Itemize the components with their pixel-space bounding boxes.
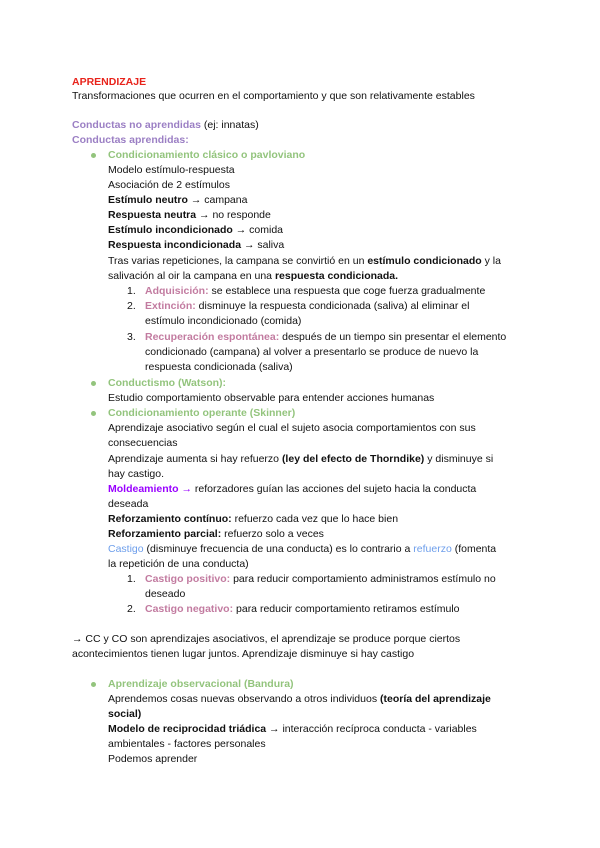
text: refuerzo cada vez que lo hace bien (231, 513, 399, 525)
reforzamiento-parcial (108, 527, 324, 543)
list-item (145, 572, 496, 588)
moldeamiento-cont: deseada (108, 498, 149, 510)
moldeamiento-term: Moldeamiento → (108, 483, 193, 495)
text: Aprendemos cosas nuevas observando a otros individuos (108, 693, 380, 705)
clasico-term-line (108, 208, 271, 224)
term: Estímulo incondicionado (108, 224, 233, 236)
summary-line: → CC y CO son aprendizajes asociativos, el aprendizaje se produce porque ciertos (72, 633, 461, 645)
castigo-cont: la repetición de una conducta) (108, 558, 249, 570)
conductismo-line: Estudio comportamiento observable para entender acciones humanas (108, 392, 435, 404)
clasico-term-line (108, 223, 283, 239)
item-text: después de un tiempo sin presentar el elemento (279, 331, 507, 343)
text-bold: social) (108, 708, 142, 720)
text: → interacción recíproca conducta - variables (266, 723, 477, 735)
list-item-cont: estímulo incondicionado (comida) (145, 315, 302, 327)
operante-line: Aprendizaje asociativo según el cual el sujeto asocia comportamientos con sus (108, 422, 476, 434)
castigo-term: Castigo (108, 543, 144, 555)
text: (fomenta (451, 543, 497, 555)
term-rest: → comida (232, 224, 284, 236)
bullet-icon (91, 381, 96, 386)
term-rest: → no responde (196, 209, 271, 221)
text-bold: (ley del efecto de Thorndike) (281, 453, 425, 465)
list-item (145, 330, 506, 346)
clasico-line: Modelo estímulo-respuesta (108, 164, 235, 176)
item-term: Castigo negativo: (145, 603, 234, 615)
text: y disminuye si (424, 453, 494, 465)
item-text: para reducir comportamiento administramos estímulo no (230, 573, 496, 585)
operante-line: consecuencias (108, 437, 178, 449)
term: Modelo de reciprocidad triádica (108, 723, 267, 735)
text: y la (481, 255, 501, 267)
list-item-cont: deseado (145, 588, 186, 600)
page-title: APRENDIZAJE (72, 76, 147, 88)
observacional-heading: Aprendizaje observacional (Bandura) (108, 678, 294, 690)
item-term: Extinción: (145, 300, 196, 312)
item-term: Castigo positivo: (145, 573, 231, 585)
observacional-line (108, 722, 477, 738)
list-number: 2. (127, 300, 136, 312)
clasico-term-line (108, 238, 284, 254)
item-text: se establece una respuesta que coge fuerza gradualmente (208, 285, 486, 297)
clasico-term-line (108, 193, 247, 209)
list-item-cont: condicionado (campana) al volver a presentarlo se produce de nuevo la (145, 346, 479, 358)
aprendidas-label: Conductas aprendidas: (72, 134, 189, 146)
text: salivación al oir la campana en una (108, 270, 275, 282)
text: refuerzo solo a veces (221, 528, 324, 540)
bullet-icon (91, 682, 96, 687)
castigo-line (108, 542, 496, 558)
term: Reforzamiento parcial: (108, 528, 222, 540)
conductismo-heading: Conductismo (Watson): (108, 377, 227, 389)
clasico-line: Asociación de 2 estímulos (108, 179, 230, 191)
text-bold: (teoría del aprendizaje (380, 693, 491, 705)
text: Aprendizaje aumenta si hay refuerzo (108, 453, 282, 465)
term: Estímulo neutro (108, 194, 188, 206)
observacional-line (108, 707, 141, 723)
text-bold: respuesta condicionada. (274, 270, 399, 282)
reforzamiento-continuo (108, 512, 398, 528)
list-item (145, 602, 460, 618)
list-number: 2. (127, 603, 136, 615)
list-item-cont: respuesta condicionada (saliva) (145, 361, 293, 373)
item-term: Recuperación espontánea: (145, 331, 280, 343)
no-aprendidas-label: Conductas no aprendidas (72, 119, 201, 131)
list-item (145, 284, 485, 300)
term-rest: → saliva (241, 239, 285, 251)
term: Reforzamiento contínuo: (108, 513, 232, 525)
text: Tras varias repeticiones, la campana se convirtió en un (108, 255, 368, 267)
item-term: Adquisición: (145, 285, 209, 297)
observacional-line: Podemos aprender (108, 753, 198, 765)
term-rest: → campana (187, 194, 248, 206)
bullet-icon (91, 153, 96, 158)
operante-heading: Condicionamiento operante (Skinner) (108, 407, 296, 419)
definition: Transformaciones que ocurren en el comportamiento y que son relativamente estables (72, 90, 475, 102)
item-text: disminuye la respuesta condicionada (saliva) al eliminar el (195, 300, 470, 312)
list-number: 1. (127, 573, 136, 585)
list-number: 1. (127, 285, 136, 297)
observacional-line (108, 692, 491, 708)
operante-line: hay castigo. (108, 468, 165, 480)
bullet-icon (91, 411, 96, 416)
observacional-line: ambientales - factores personales (108, 738, 266, 750)
clasico-paragraph (108, 254, 501, 270)
no-aprendidas-line (72, 118, 259, 134)
clasico-heading: Condicionamiento clásico o pavloviano (108, 149, 306, 161)
list-number: 3. (127, 331, 136, 343)
list-item (145, 299, 469, 315)
moldeamiento-line (108, 482, 476, 498)
summary-line: acontecimientos tienen lugar juntos. Aprendizaje disminuye si hay castigo (72, 648, 415, 660)
no-aprendidas-note: (ej: innatas) (200, 119, 259, 131)
term: Respuesta neutra (108, 209, 197, 221)
text: reforzadores guían las acciones del sujeto hacia la conducta (192, 483, 477, 495)
refuerzo-term: refuerzo (413, 543, 452, 555)
term: Respuesta incondicionada (108, 239, 242, 251)
operante-line (108, 452, 493, 468)
text-bold: estímulo condicionado (367, 255, 482, 267)
text: (disminuye frecuencia de una conducta) es lo contrario a (143, 543, 414, 555)
clasico-paragraph (108, 269, 398, 285)
item-text: para reducir comportamiento retiramos estímulo (233, 603, 460, 615)
